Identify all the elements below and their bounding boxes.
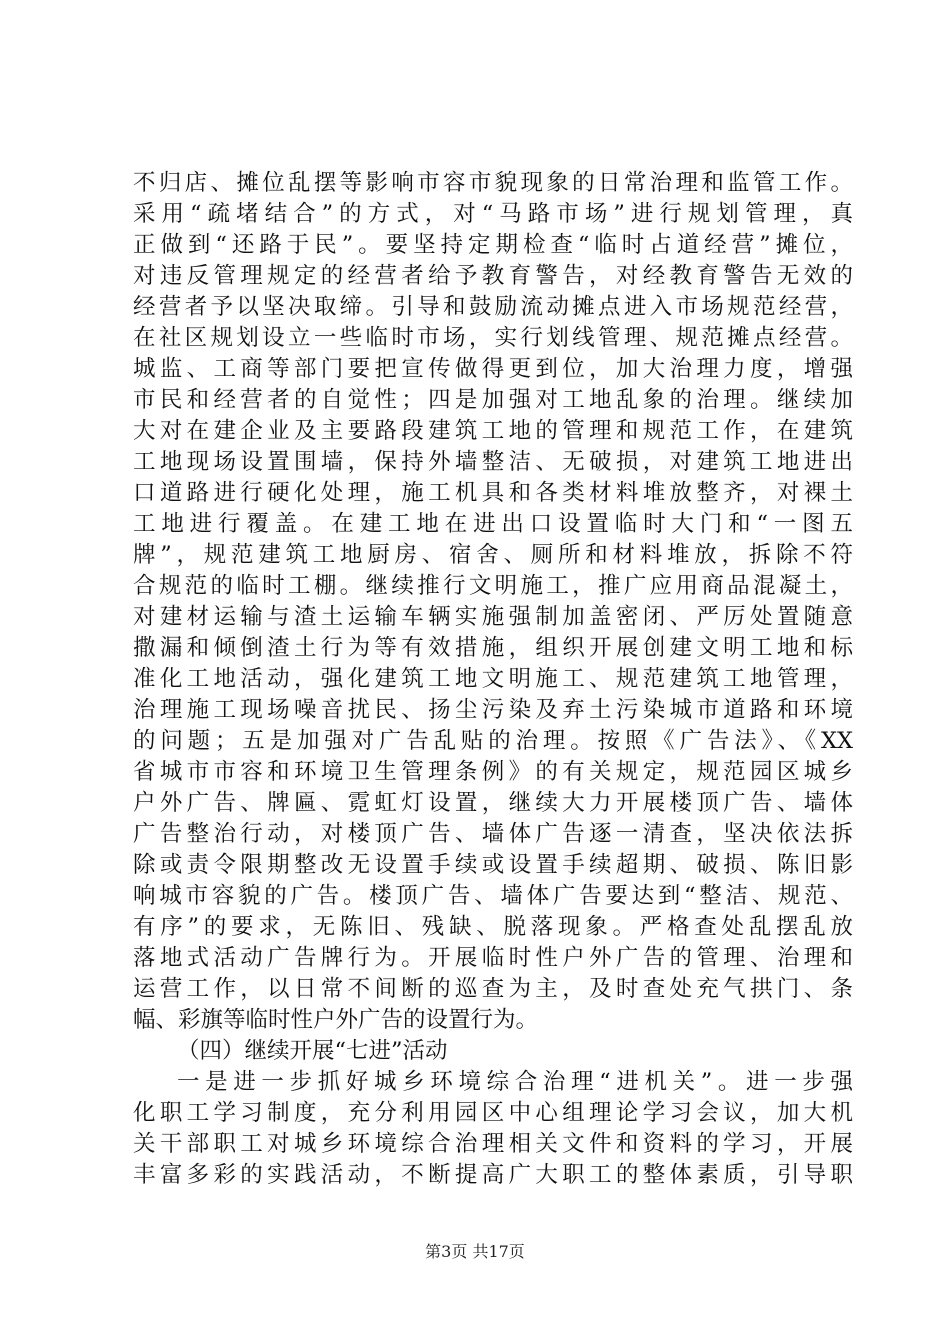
- text-line: 合规范的临时工棚。继续推行文明施工，推广应用商品混凝土，: [133, 573, 853, 599]
- page-footer: 第3页 共17页: [425, 1242, 525, 1261]
- text-line: 关干部职工对城乡环境综合治理相关文件和资料的学习，开展: [133, 1131, 853, 1157]
- text-line: 采用“疏堵结合”的方式，对“马路市场”进行规划管理，真: [133, 201, 853, 227]
- paragraph-continuation: [133, 168, 853, 1036]
- text-line: 工地现场设置围墙，保持外墙整洁、无破损，对建筑工地进出: [133, 449, 853, 475]
- text-line: 不归店、摊位乱摆等影响市容市貌现象的日常治理和监管工作。: [133, 170, 853, 196]
- text-line: 对违反管理规定的经营者给予教育警告，对经教育警告无效的: [133, 263, 853, 289]
- text-line: 运营工作，以日常不间断的巡查为主，及时查处充气拱门、条: [133, 976, 853, 1002]
- text-line: 在社区规划设立一些临时市场，实行划线管理、规范摊点经营。: [133, 325, 853, 351]
- text-line: 撒漏和倾倒渣土行为等有效措施，组织开展创建文明工地和标: [133, 635, 853, 661]
- text-line: 的问题；五是加强对广告乱贴的治理。按照《广告法》、《XX: [133, 728, 853, 754]
- text-line: 城监、工商等部门要把宣传做得更到位，加大治理力度，增强: [133, 356, 853, 382]
- text-line: 市民和经营者的自觉性；四是加强对工地乱象的治理。继续加: [133, 387, 853, 413]
- text-line: 治理施工现场噪音扰民、扬尘污染及弃土污染城市道路和环境: [133, 697, 853, 723]
- text-line: 响城市容貌的广告。楼顶广告、墙体广告要达到“整洁、规范、: [133, 883, 853, 909]
- text-line: 落地式活动广告牌行为。开展临时性户外广告的管理、治理和: [133, 945, 853, 971]
- text-line: 户外广告、牌匾、霓虹灯设置，继续大力开展楼顶广告、墙体: [133, 790, 853, 816]
- text-line: 经营者予以坚决取缔。引导和鼓励流动摊点进入市场规范经营，: [133, 294, 853, 320]
- text-line: 正做到“还路于民”。要坚持定期检查“临时占道经营”摊位，: [133, 232, 853, 258]
- text-line: 有序”的要求，无陈旧、残缺、脱落现象。严格查处乱摆乱放: [133, 914, 853, 940]
- section-heading: （四）继续开展“七进”活动: [177, 1038, 448, 1064]
- text-line: 丰富多彩的实践活动，不断提高广大职工的整体素质，引导职: [133, 1162, 853, 1188]
- text-line: 工地进行覆盖。在建工地在进出口设置临时大门和“一图五: [133, 511, 853, 537]
- text-line: 大对在建企业及主要路段建筑工地的管理和规范工作，在建筑: [133, 418, 853, 444]
- text-line: 化职工学习制度，充分利用园区中心组理论学习会议，加大机: [133, 1100, 853, 1126]
- text-line: 广告整治行动，对楼顶广告、墙体广告逐一清查，坚决依法拆: [133, 821, 853, 847]
- text-line: 省城市市容和环境卫生管理条例》的有关规定，规范园区城乡: [133, 759, 853, 785]
- text-line: 一是进一步抓好城乡环境综合治理“进机关”。进一步强: [177, 1069, 853, 1095]
- text-line: 口道路进行硬化处理，施工机具和各类材料堆放整齐，对裸土: [133, 480, 853, 506]
- text-line: 牌”，规范建筑工地厨房、宿舍、厕所和材料堆放，拆除不符: [133, 542, 853, 568]
- text-line: 除或责令限期整改无设置手续或设置手续超期、破损、陈旧影: [133, 852, 853, 878]
- text-line: 对建材运输与渣土运输车辆实施强制加盖密闭、严厉处置随意: [133, 604, 853, 630]
- text-line: 幅、彩旗等临时性户外广告的设置行为。: [133, 1007, 539, 1033]
- text-line: 准化工地活动，强化建筑工地文明施工、规范建筑工地管理，: [133, 666, 853, 692]
- paragraph-seven-entries: [133, 1067, 853, 1191]
- document-body: [133, 168, 853, 1191]
